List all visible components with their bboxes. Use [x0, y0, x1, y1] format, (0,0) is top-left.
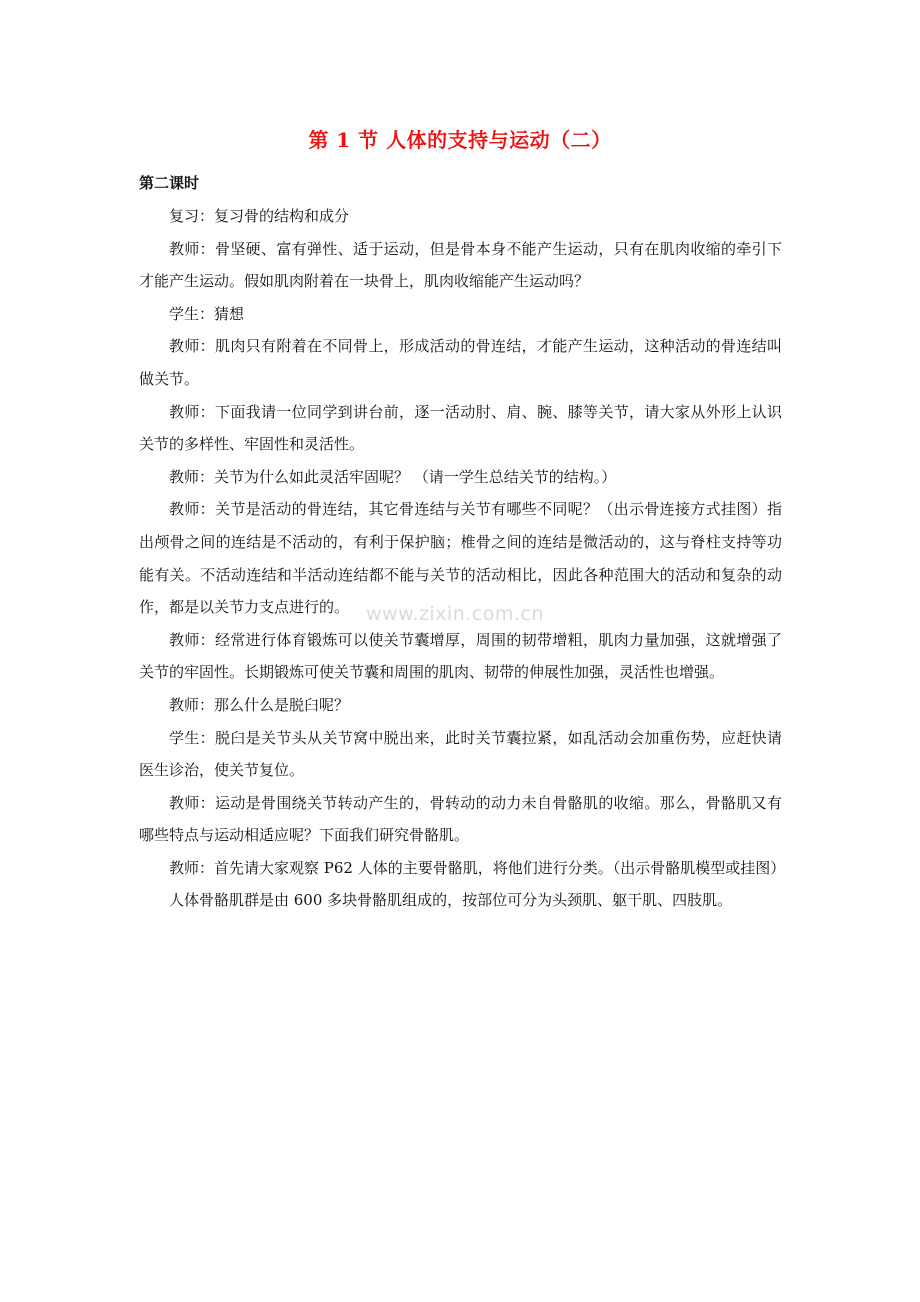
watermark-text: www.zixin.com.cn — [366, 603, 544, 625]
paragraph-teacher-4: 教师：关节为什么如此灵活牢固呢？ （请一学生总结关节的结构。） — [169, 467, 617, 486]
lesson-heading: 第二课时 — [139, 174, 200, 192]
document-body — [139, 200, 786, 917]
paragraph-student-guess: 学生：猜想 — [169, 304, 245, 323]
paragraph-teacher-8: 教师：运动是骨围绕关节转动产生的，骨转动的动力未自骨骼肌的收缩。那么，骨骼肌又有哪些特点与运动相适应呢？下面我们研究骨骼肌。 — [139, 793, 782, 845]
paragraph-teacher-9: 教师：首先请大家观察 P62 人体的主要骨骼肌，将他们进行分类。（出示骨骼肌模型或挂图） — [169, 858, 786, 877]
paragraph-teacher-1: 教师：骨坚硬、富有弹性、适于运动，但是骨本身不能产生运动，只有在肌肉收缩的牵引下才能产生运动。假如肌肉附着在一块骨上，肌肉收缩能产生运动吗？ — [139, 239, 782, 291]
paragraph-summary: 人体骨骼肌群是由 600 多块骨骼肌组成的，按部位可分为头颈肌、躯干肌、四肢肌。 — [169, 891, 733, 910]
paragraph-teacher-5: 教师：关节是活动的骨连结，其它骨连结与关节有哪些不同呢？（出示骨连接方式挂图）指出颅骨之间的连结是不活动的，有利于保护脑；椎骨之间的连结是微活动的，这与脊柱支持等功能有关。不活动连结和半活动连结都不能与关节的活动相比，因此各种范围大的活动和复杂的动作，都是以关节力支点进行的。 — [139, 500, 782, 617]
paragraph-review: 复习：复习骨的结构和成分 — [169, 207, 350, 225]
paragraph-teacher-2: 教师：肌肉只有附着在不同骨上，形成活动的骨连结，才能产生运动，这种活动的骨连结叫做关节。 — [139, 337, 782, 388]
paragraph-teacher-6: 教师：经常进行体育锻炼可以使关节囊增厚，周围的韧带增粗，肌肉力量加强，这就增强了关节的牢固性。长期锻炼可使关节囊和周围的肌肉、韧带的伸展性加强，灵活性也增强。 — [139, 630, 782, 682]
paragraph-teacher-7: 教师：那么什么是脱臼呢？ — [169, 695, 350, 714]
page-title: 第 1 节 人体的支持与运动（二） — [308, 128, 612, 152]
paragraph-student-answer: 学生：脱臼是关节头从关节窝中脱出来，此时关节囊拉紧，如乱活动会加重伤势，应赶快请医生诊治，使关节复位。 — [139, 728, 782, 780]
paragraph-teacher-3: 教师：下面我请一位同学到讲台前，逐一活动肘、肩、腕、膝等关节，请大家从外形上认识关节的多样性、牢固性和灵活性。 — [139, 402, 782, 454]
